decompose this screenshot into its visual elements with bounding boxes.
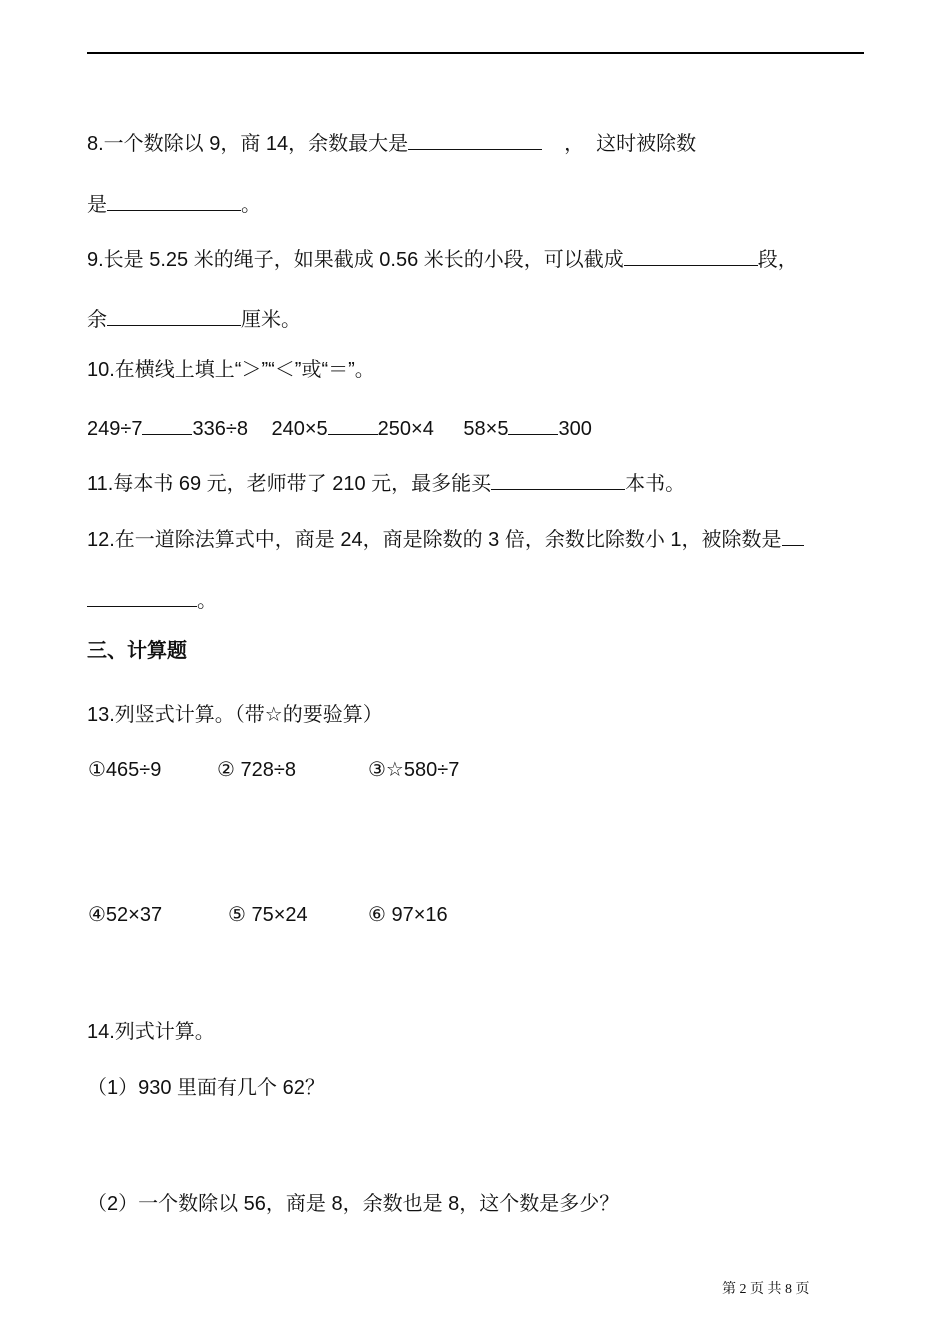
header-rule bbox=[87, 52, 864, 54]
q10-expr: 249÷7 bbox=[87, 418, 143, 440]
question-8 bbox=[87, 129, 696, 156]
q8-text-2: 这时被除数 bbox=[596, 133, 697, 155]
question-14: 14.列式计算。 bbox=[87, 1021, 215, 1043]
q10-expr: 58×5 bbox=[463, 418, 509, 440]
q9-text: 9.长是 5.25 米的绳子，如果截成 0.56 米长的小段，可以截成 bbox=[87, 249, 624, 271]
q10-blank-3[interactable] bbox=[508, 414, 558, 435]
q11-text-2: 本书。 bbox=[625, 473, 686, 495]
q13-item: ①465÷9 bbox=[88, 759, 162, 781]
question-9-cont bbox=[87, 305, 301, 332]
q12-blank-start[interactable] bbox=[782, 525, 804, 546]
q10-expr: 300 bbox=[558, 418, 592, 440]
q10-expr: 240×5 bbox=[271, 418, 328, 440]
q9-text-4: 厘米。 bbox=[241, 309, 301, 331]
q13-item: ⑥ 97×16 bbox=[368, 904, 448, 926]
q10-expr: 336÷8 bbox=[192, 418, 248, 440]
q8-period: 。 bbox=[241, 194, 261, 216]
q9-text-2: 段， bbox=[757, 249, 798, 271]
q9-blank-2[interactable] bbox=[107, 305, 241, 326]
q12-text: 12.在一道除法算式中，商是 24，商是除数的 3 倍，余数比除数小 1，被除数是 bbox=[87, 529, 782, 551]
q8-text: 8.一个数除以 9，商 14，余数最大是 bbox=[87, 133, 409, 155]
question-10: 10.在横线上填上“＞”“＜”或“＝”。 bbox=[87, 359, 375, 381]
q13-item: ⑤ 75×24 bbox=[228, 904, 308, 926]
q13-item: ③☆580÷7 bbox=[368, 759, 460, 781]
question-12 bbox=[87, 525, 804, 552]
q14-part-2: （2）一个数除以 56，商是 8，余数也是 8，这个数是多少？ bbox=[87, 1193, 620, 1215]
section-heading: 三、计算题 bbox=[87, 640, 187, 662]
q8-comma: ， bbox=[564, 133, 585, 155]
q12-blank-end[interactable] bbox=[87, 586, 197, 607]
q13-item: ② 728÷8 bbox=[217, 759, 296, 781]
q11-blank[interactable] bbox=[491, 469, 625, 490]
page-number: 第 2 页 共 8 页 bbox=[722, 1282, 810, 1297]
question-13: 13.列竖式计算。（带☆的要验算） bbox=[87, 704, 383, 726]
q11-text: 11.每本书 69 元，老师带了 210 元，最多能买 bbox=[87, 473, 492, 495]
q10-blank-1[interactable] bbox=[142, 414, 192, 435]
q14-part-1: （1）930 里面有几个 62？ bbox=[87, 1077, 325, 1099]
q12-period: 。 bbox=[197, 590, 217, 612]
question-11 bbox=[87, 469, 685, 496]
question-8-cont bbox=[87, 190, 261, 217]
q9-blank-1[interactable] bbox=[624, 245, 758, 266]
q8-blank-2[interactable] bbox=[107, 190, 241, 211]
q8-blank-1[interactable] bbox=[408, 129, 542, 150]
q9-text-3: 余 bbox=[87, 309, 107, 331]
q10-blank-2[interactable] bbox=[328, 414, 378, 435]
q10-comparisons bbox=[87, 414, 592, 441]
question-9 bbox=[87, 245, 798, 272]
q10-expr: 250×4 bbox=[377, 418, 434, 440]
q13-item: ④52×37 bbox=[88, 904, 163, 926]
q8-text-3: 是 bbox=[87, 194, 107, 216]
question-12-cont bbox=[87, 586, 217, 613]
